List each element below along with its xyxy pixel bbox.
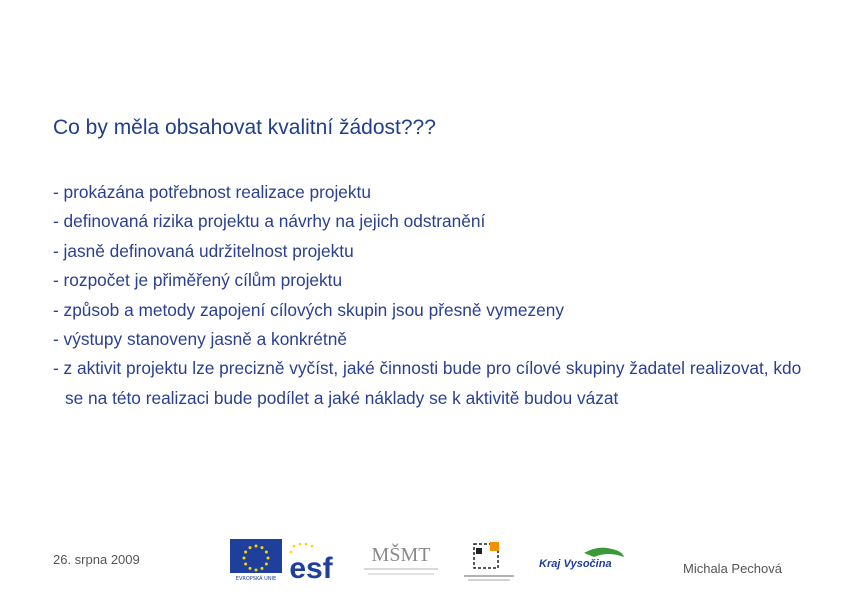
bullet-item: - jasně definovaná udržitelnost projektu [53, 240, 354, 261]
kraj-logo-text: Kraj Vysočina [539, 558, 612, 570]
eu-flag-logo [229, 538, 283, 582]
bullet-item: - výstupy stanoveny jasně a konkrétně [53, 329, 347, 350]
bullet-list [53, 178, 813, 413]
footer-date: 26. srpna 2009 [53, 552, 140, 567]
esf-logo [286, 538, 336, 582]
footer-author: Michala Pechová [683, 561, 782, 576]
msmt-logo [358, 537, 444, 583]
msmt-logo-text: MŠMT [371, 544, 431, 566]
bullet-item: - prokázána potřebnost realizace projektu [53, 182, 371, 202]
esf-logo-text: esf [289, 552, 333, 582]
bullet-item: - z aktivit projektu lze precizně vyčíst, jaké činnosti bude pro cílové skupiny žadatel realizovat, kdo se na této realizaci bude podílet a jaké náklady se k aktivitě budou vázat [53, 358, 802, 408]
bullet-item: - definovaná rizika projektu a návrhy na jejich odstranění [53, 211, 486, 232]
op-logo [460, 540, 518, 582]
bullet-item: - rozpočet je přiměřený cílům projektu [53, 270, 343, 291]
bullet-item: - způsob a metody zapojení cílových skupin jsou přesně vymezeny [53, 299, 565, 320]
eu-logo-label: EVROPSKÁ UNIE [235, 576, 277, 582]
slide-title: Co by měla obsahovat kvalitní žádost??? [53, 116, 436, 139]
kraj-vysocina-logo [538, 543, 626, 573]
